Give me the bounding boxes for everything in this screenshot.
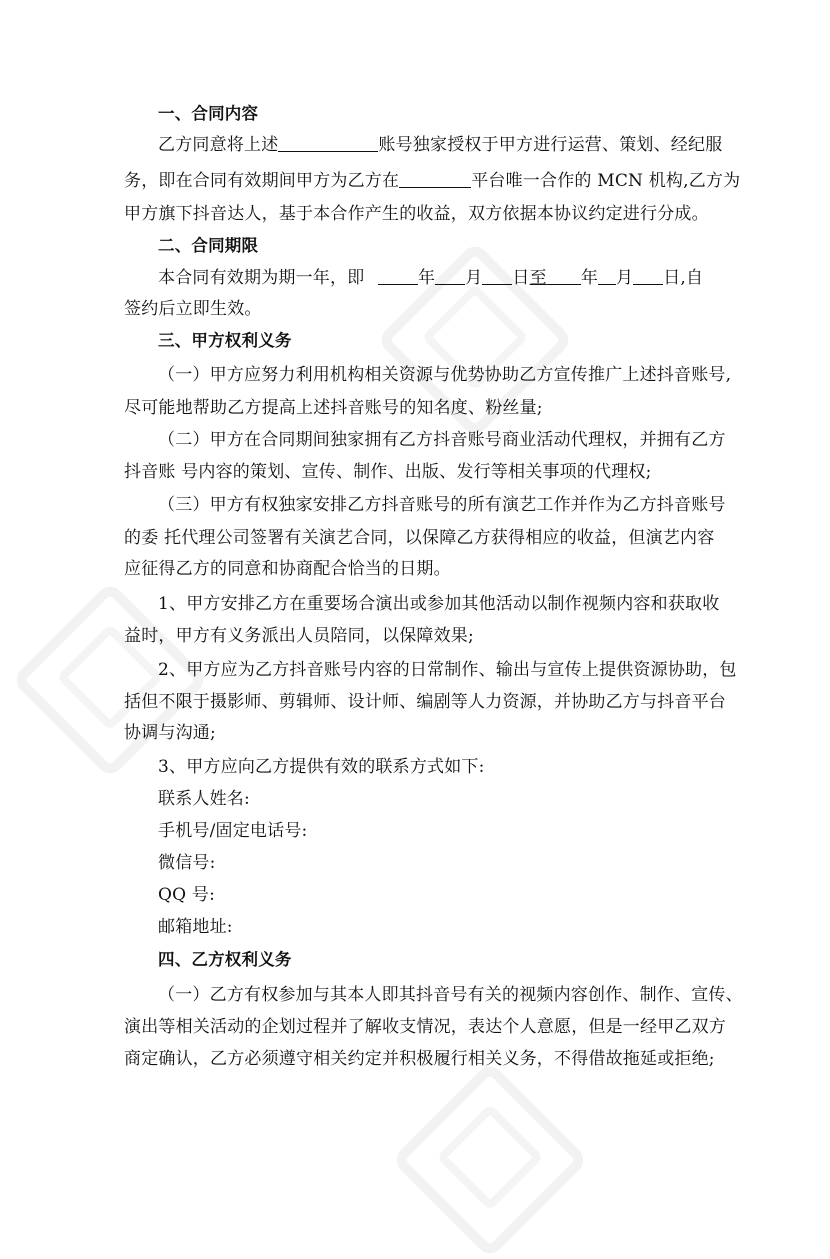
paragraph-line: 商定确认，乙方必须遵守相关约定并积极履行相关义务，不得借故拖延或拒绝; (124, 1049, 715, 1069)
paragraph-line: （一）乙方有权参加与其本人即其抖音号有关的视频内容创作、制作、宣传、 (158, 985, 743, 1005)
text-fragment: 乙方同意将上述 (158, 135, 279, 155)
text-fragment: 本合同有效期为期一年，即 (158, 268, 365, 288)
section-heading: 四、乙方权利义务 (158, 950, 292, 969)
paragraph-line: 演出等相关活动的企划过程并了解收支情况，表达个人意愿，但是一经甲乙双方 (124, 1017, 726, 1037)
fill-in-blank (633, 266, 663, 285)
fill-in-blank (598, 266, 616, 285)
paragraph-line: 2、甲方应为乙方抖音账号内容的日常制作、输出与宣传上提供资源协助，包 (158, 660, 737, 680)
section-heading: 一、合同内容 (158, 104, 259, 123)
fill-in-blank (547, 266, 581, 285)
paragraph-line (124, 169, 740, 193)
paragraph-line: 3、甲方应向乙方提供有效的联系方式如下: (158, 757, 485, 777)
wechat-label: 微信号: (158, 853, 216, 873)
year-label: 年 (418, 268, 436, 288)
paragraph-line: 尽可能地帮助乙方提高上述抖音账号的知名度、粉丝量; (124, 398, 543, 418)
paragraph-line (158, 133, 722, 157)
fill-in-blank (482, 266, 512, 285)
text-fragment: 账号独家授权于甲方进行运营、策划、经纪服 (378, 135, 723, 155)
fill-in-blank (435, 266, 465, 285)
fill-in-blank (278, 133, 378, 152)
watermark-logo (391, 1061, 589, 1259)
paragraph-line: （一）甲方应努力利用机构相关资源与优势协助乙方宣传推广上述抖音账号, (158, 365, 732, 385)
section-heading: 二、合同期限 (158, 236, 259, 255)
text-fragment: 日,自 (663, 268, 704, 288)
phone-label: 手机号/固定电话号: (158, 821, 308, 841)
paragraph-line: 甲方旗下抖音达人，基于本合作产生的收益，双方依据本协议约定进行分成。 (124, 204, 709, 224)
paragraph-line: （二）甲方在合同期间独家拥有乙方抖音账号商业活动代理权，并拥有乙方 (158, 430, 726, 450)
paragraph-line: 括但不限于摄影师、剪辑师、设计师、编剧等人力资源，并协助乙方与抖音平台 (124, 692, 726, 712)
contact-name-label: 联系人姓名: (158, 789, 250, 809)
text-fragment: 平台唯一合作的 MCN 机构,乙方为 (471, 171, 741, 191)
paragraph-line: 应征得乙方的同意和协商配合恰当的日期。 (124, 559, 451, 579)
day-label: 日 (512, 268, 530, 288)
to-label: 至 (529, 268, 547, 288)
paragraph-line: （三）甲方有权独家安排乙方抖音账号的所有演艺工作并作为乙方抖音账号 (158, 495, 726, 515)
paragraph-line: 协调与沟通; (124, 723, 216, 743)
text-fragment: 务，即在合同有效期间甲方为乙方在 (124, 171, 400, 191)
email-label: 邮箱地址: (158, 917, 233, 937)
paragraph-line: 益时，甲方有义务派出人员陪同，以保障效果; (124, 626, 474, 646)
section-heading: 三、甲方权利义务 (158, 331, 292, 350)
paragraph-line: 1、甲方安排乙方在重要场合演出或参加其他活动以制作视频内容和获取收 (158, 594, 720, 614)
qq-label: QQ 号: (158, 885, 216, 905)
paragraph-line: 签约后立即生效。 (124, 299, 262, 319)
paragraph-line: 的委 托代理公司签署有关演艺合同，以保障乙方获得相应的收益，但演艺内容 (124, 528, 715, 548)
month-label: 月 (616, 268, 634, 288)
fill-in-blank (399, 169, 471, 188)
month-label: 月 (465, 268, 483, 288)
year-label: 年 (580, 268, 599, 288)
fill-in-blank (378, 266, 418, 285)
paragraph-line: 抖音账 号内容的策划、宣传、制作、出版、发行等相关事项的代理权; (124, 462, 652, 482)
paragraph-line (158, 266, 703, 290)
